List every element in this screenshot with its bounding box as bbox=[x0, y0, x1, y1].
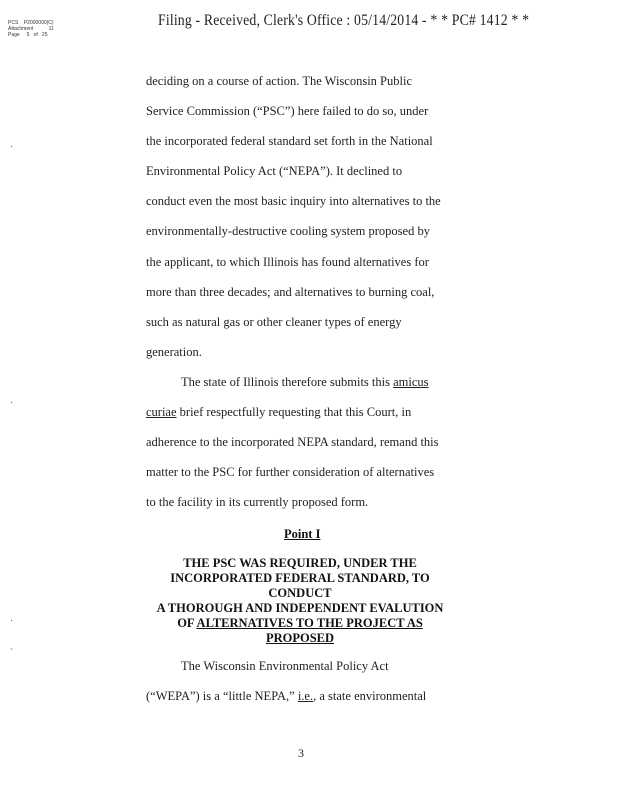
margin-mark: ` bbox=[10, 648, 14, 659]
heading-segment: OF bbox=[177, 616, 197, 630]
text-segment: brief respectfully requesting that this Court, in bbox=[176, 405, 412, 419]
page-number: 3 bbox=[298, 746, 304, 760]
text-line: adherence to the incorporated NEPA standard, remand this bbox=[146, 435, 439, 449]
text-line: to the facility in its currently proposed form. bbox=[146, 495, 369, 509]
text-line: the applicant, to which Illinois has found alternatives for bbox=[146, 255, 429, 269]
text-line: deciding on a course of action. The Wisconsin Public bbox=[146, 74, 412, 88]
text-line: such as natural gas or other cleaner types of energy bbox=[146, 315, 402, 329]
text-line: Environmental Policy Act (“NEPA”). It declined to bbox=[146, 164, 403, 178]
heading-line: THE PSC WAS REQUIRED, UNDER THE bbox=[183, 556, 417, 570]
heading-line bbox=[140, 616, 460, 631]
stamp-line: Page 5 of 25 bbox=[8, 32, 48, 38]
emphasis-curiae: curiae bbox=[146, 405, 177, 419]
emphasis-amicus: amicus bbox=[393, 375, 429, 389]
heading-line: INCORPORATED FEDERAL STANDARD, TO bbox=[170, 571, 430, 585]
section-heading bbox=[140, 556, 460, 646]
stamp-line: Attachment 11 bbox=[8, 26, 54, 32]
margin-mark: · bbox=[10, 616, 14, 627]
heading-line: A THOROUGH AND INDEPENDENT EVALUTION bbox=[156, 601, 444, 615]
text-line: generation. bbox=[146, 345, 202, 359]
heading-line bbox=[140, 631, 460, 646]
text-line: The Wisconsin Environmental Policy Act bbox=[181, 659, 389, 673]
stamp-line: PCS P2000000(C) bbox=[8, 20, 54, 26]
margin-mark: · bbox=[10, 398, 14, 409]
text-line: environmentally-destructive cooling system proposed by bbox=[146, 224, 430, 238]
text-segment: , a state environmental bbox=[313, 689, 427, 703]
emphasis-ie: i.e. bbox=[297, 689, 314, 703]
filing-header: Filing - Received, Clerk's Office : 05/14/2014 - * * PC# 1412 * * bbox=[158, 12, 530, 29]
text-line bbox=[181, 375, 429, 390]
text-line: conduct even the most basic inquiry into alternatives to the bbox=[146, 194, 441, 208]
text-line: matter to the PSC for further consideration of alternatives bbox=[146, 465, 435, 479]
heading-underlined: ALTERNATIVES TO THE PROJECT AS bbox=[196, 616, 423, 630]
text-line bbox=[146, 689, 426, 704]
text-line: the incorporated federal standard set forth in the National bbox=[146, 134, 433, 148]
text-segment: The state of Illinois therefore submits this bbox=[181, 375, 394, 389]
point-title: Point I bbox=[284, 527, 321, 541]
text-line bbox=[146, 405, 411, 420]
text-segment: (“WEPA”) is a “little NEPA,” bbox=[146, 689, 298, 703]
heading-underlined: PROPOSED bbox=[265, 631, 335, 645]
heading-line: CONDUCT bbox=[268, 586, 332, 600]
filing-stamp bbox=[8, 20, 54, 38]
text-line: Service Commission (“PSC”) here failed to do so, under bbox=[146, 104, 429, 118]
text-line: more than three decades; and alternatives to burning coal, bbox=[146, 285, 435, 299]
margin-mark: · bbox=[10, 142, 14, 153]
